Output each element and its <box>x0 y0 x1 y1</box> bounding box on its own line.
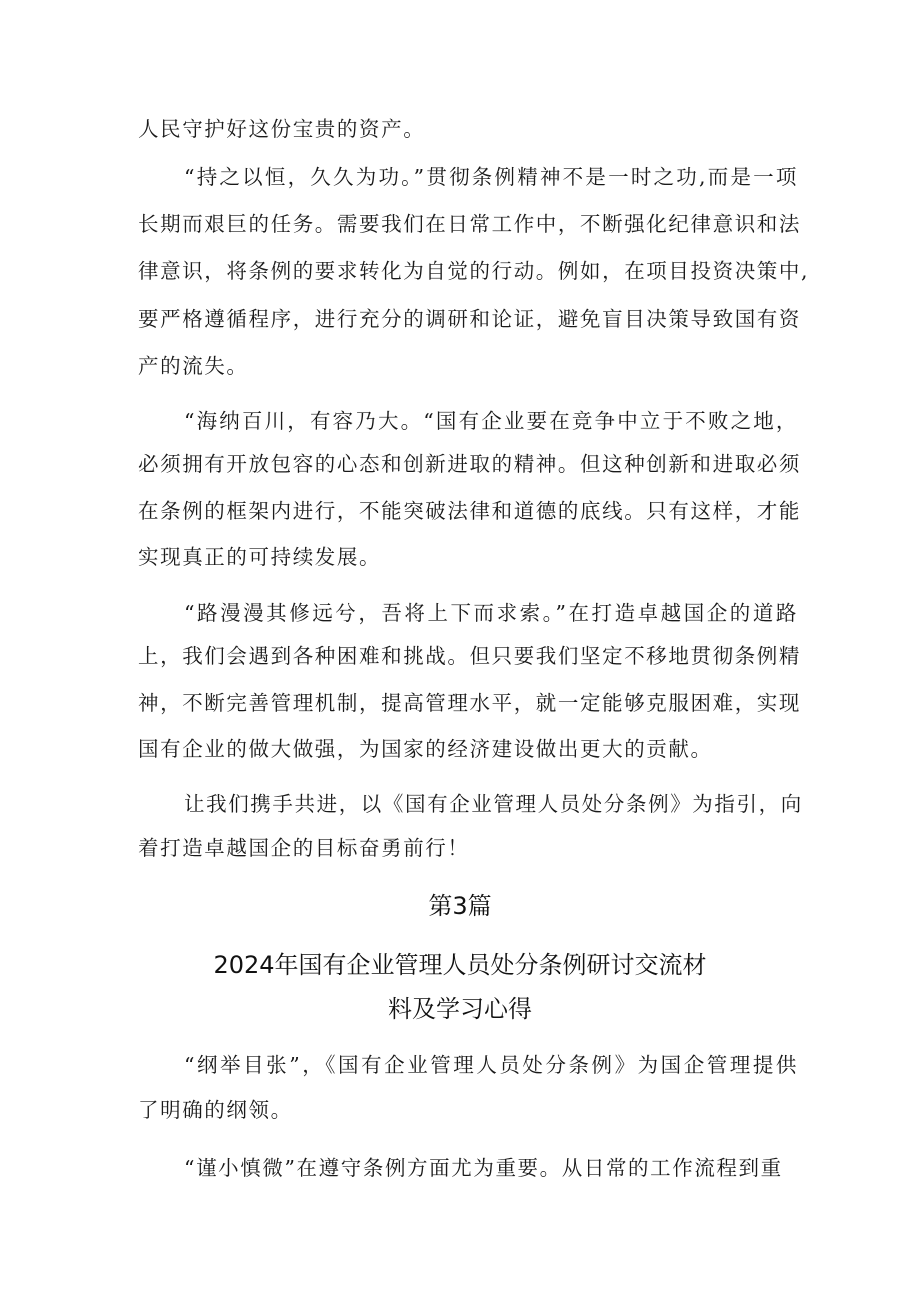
paragraph-line: 国有企业的做大做强，为国家的经济建设做出更大的贡献。 <box>138 737 713 761</box>
paragraph-line: “谨小慎微”在遵守条例方面尤为重要。从日常的工作流程到重 <box>184 1156 783 1180</box>
paragraph-line: “持之以恒，久久为功。”贯彻条例精神不是一时之功,而是一项 <box>184 165 798 189</box>
paragraph-line: 人民守护好这份宝贵的资产。 <box>138 117 426 141</box>
paragraph-line: 实现真正的可持续发展。 <box>138 545 382 569</box>
section-title-line: 2024年国有企业管理人员处分条例研讨交流材 <box>213 951 707 979</box>
paragraph-line: 必须拥有开放包容的心态和创新进取的精神。但这种创新和进取必须 <box>138 452 801 476</box>
paragraph-line: 神，不断完善管理机制，提高管理水平，就一定能够克服困难，实现 <box>138 691 801 715</box>
paragraph-line: 上，我们会遇到各种困难和挑战。但只要我们坚定不移地贯彻条例精 <box>138 644 801 668</box>
paragraph-line: 在条例的框架内进行，不能突破法律和道德的底线。只有这样，才能 <box>138 499 801 523</box>
paragraph-line: 长期而艰巨的任务。需要我们在日常工作中，不断强化纪律意识和法 <box>138 212 801 236</box>
paragraph-line: 了明确的纲领。 <box>138 1098 293 1122</box>
paragraph-line: “纲举目张”，《国有企业管理人员处分条例》为国企管理提供 <box>184 1053 798 1077</box>
paragraph-line: “路漫漫其修远兮，吾将上下而求索。”在打造卓越国企的道路 <box>184 601 798 625</box>
paragraph-line: 着打造卓越国企的目标奋勇前行！ <box>138 836 470 860</box>
paragraph-line: 律意识，将条例的要求转化为自觉的行动。例如，在项目投资决策中, <box>138 259 810 283</box>
paragraph-line: 产的流失。 <box>138 354 249 378</box>
section-label: 第3篇 <box>428 892 492 920</box>
paragraph-line: 让我们携手共进，以《国有企业管理人员处分条例》为指引，向 <box>184 792 803 816</box>
section-title-line: 料及学习心得 <box>388 995 532 1023</box>
paragraph-line: 要严格遵循程序，进行充分的调研和论证，避免盲目决策导致国有资 <box>138 307 801 331</box>
paragraph-line: “海纳百川，有容乃大。“国有企业要在竞争中立于不败之地， <box>184 409 798 433</box>
